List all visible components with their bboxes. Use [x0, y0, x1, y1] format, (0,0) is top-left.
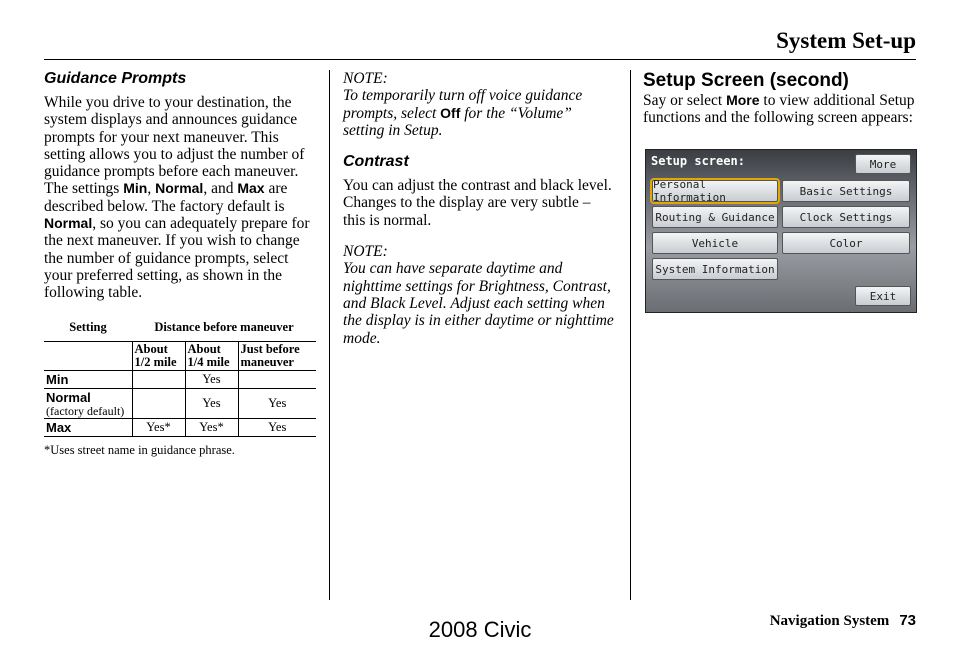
th-setting: Setting [44, 313, 132, 342]
footer-nav-label: Navigation System [769, 613, 890, 629]
table-row [44, 388, 316, 418]
term-max: Max [237, 180, 265, 197]
normal-note: (factory default) [46, 403, 125, 418]
contrast-heading: Contrast [343, 153, 409, 171]
table-row [44, 370, 316, 388]
term-min: Min [123, 180, 148, 197]
contrast-paragraph: You can adjust the contrast and black level. Changes to the display are very subtle – this is normal. [343, 177, 612, 229]
sub-quarter-mile: About 1/4 mile [185, 341, 238, 370]
setup-paragraph [643, 92, 918, 127]
column-divider [329, 70, 330, 600]
note-daytime: You can have separate daytime and nighttime settings for Brightness, Contrast, and Black Level. Adjust each setting when the display is in either daytime or nighttime mode. [343, 260, 614, 347]
page-header-title: System Set-up [776, 28, 916, 53]
guidance-text-1: While you drive to your destination, the system displays and announces guidance prompts for your next maneuver. This setting allows you to adjust the number of guidance prompts before each maneuver. The settings [44, 94, 305, 198]
color-button[interactable]: Color [782, 232, 910, 254]
term-normal: Normal [155, 180, 204, 197]
row-label-max: Max [44, 418, 132, 436]
row-label-min: Min [44, 370, 132, 388]
note1-text-a: To temporarily turn off voice guidance prompts, select [343, 87, 583, 122]
note1-text-b: for the “Volume” setting in Setup. [343, 104, 572, 139]
table-footnote: *Uses street name in guidance phrase. [44, 442, 235, 457]
setup-text-b: to view additional Setup functions and the following screen appears: [643, 92, 915, 127]
term-more: More [726, 92, 760, 108]
column-setup [643, 70, 918, 127]
column-guidance [44, 70, 316, 458]
basic-settings-button[interactable]: Basic Settings [782, 180, 910, 202]
setup-screen [645, 149, 917, 313]
sub-half-mile: About 1/2 mile [132, 341, 185, 370]
header-divider [44, 59, 916, 60]
page-number: 73 [899, 612, 916, 629]
note-label: NOTE: [343, 70, 388, 87]
table-row [44, 418, 316, 436]
row-label-normal [44, 388, 132, 418]
guidance-heading: Guidance Prompts [44, 70, 187, 87]
guidance-table [44, 313, 316, 437]
and-text: , and [203, 180, 238, 198]
sub-just-before: Just before maneuver [238, 341, 316, 370]
system-information-button[interactable]: System Information [652, 258, 778, 280]
cell: Yes [238, 418, 316, 436]
comma: , [147, 180, 156, 198]
guidance-paragraph [44, 94, 316, 302]
cell [132, 370, 185, 388]
guidance-text-2: are described below. The factory default is [44, 180, 288, 215]
cell [132, 388, 185, 418]
column-divider [630, 70, 631, 600]
cell [238, 370, 316, 388]
setup-screen-title: Setup screen: [651, 154, 745, 168]
note-label: NOTE: [343, 243, 388, 261]
normal-label: Normal [46, 389, 91, 405]
cell: Yes* [132, 418, 185, 436]
routing-guidance-button[interactable]: Routing & Guidance [652, 206, 778, 228]
term-normal-default: Normal [44, 215, 93, 232]
cell: Yes* [185, 418, 238, 436]
more-button[interactable]: More [855, 154, 911, 174]
setup-heading: Setup Screen (second) [643, 70, 849, 91]
guidance-text-3: , so you can adequately prepare for the next maneuver. If you wish to change the number of guidance prompts, select your preferred setting, as shown in the following table. [44, 215, 310, 302]
cell: Yes [238, 388, 316, 418]
personal-information-button[interactable]: Personal Information [652, 180, 778, 202]
cell: Yes [185, 370, 238, 388]
column-notes [343, 70, 615, 347]
footer-watermark: 2008 Civic [428, 617, 532, 642]
clock-settings-button[interactable]: Clock Settings [782, 206, 910, 228]
note-volume [343, 87, 615, 139]
exit-button[interactable]: Exit [855, 286, 911, 306]
blank-cell [44, 341, 132, 370]
setup-text-a: Say or select [643, 92, 727, 109]
vehicle-button[interactable]: Vehicle [652, 232, 778, 254]
th-distance: Distance before maneuver [132, 313, 316, 342]
term-off: Off [440, 104, 461, 121]
cell: Yes [185, 388, 238, 418]
